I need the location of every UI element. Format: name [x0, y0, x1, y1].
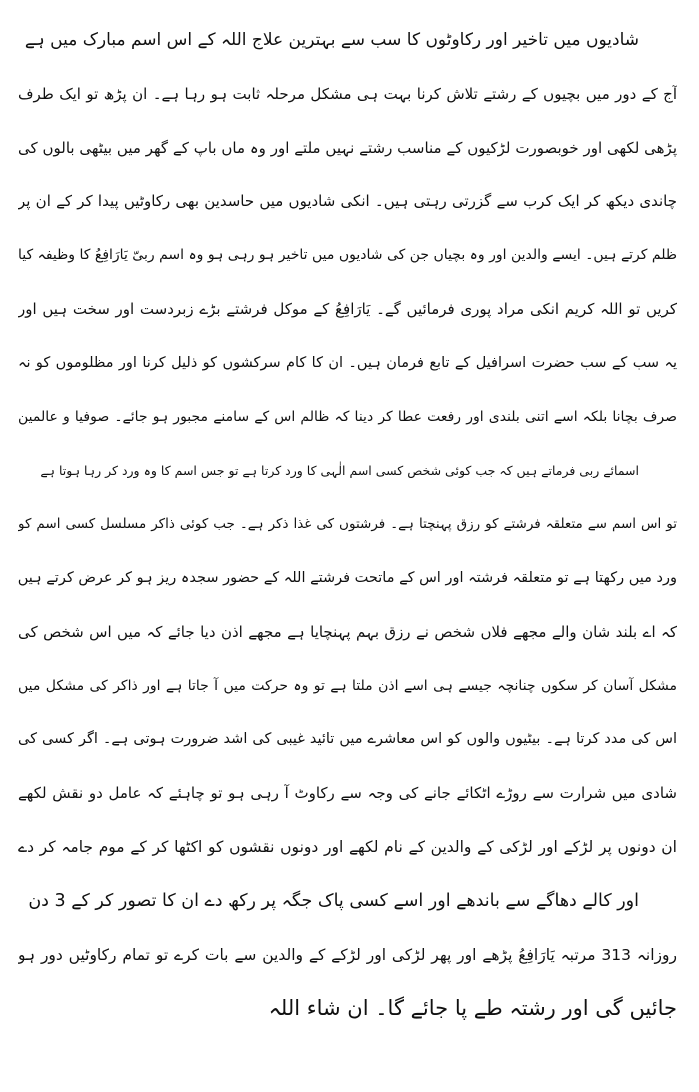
text-line-2: آج کے دور میں بچیوں کے رشتے تلاش کرنا بہت ہی مشکل مرحلہ ثابت ہو رہا ہے۔ ان پڑھ تو ایک طرف [18, 84, 677, 103]
text-line-9: اسمائے ربی فرماتے ہیں کہ جب کوئی شخص کسی اسم الٰہی کا ورد کرتا ہے تو جس اسم کا وہ ورد کر رہا ہوتا ہے [40, 463, 639, 479]
text-line-18: روزانہ 313 مرتبہ یَارَافِعُ پڑھے اور پھر لڑکی اور لڑکے کے والدین سے بات کرے تو تمام رکاوٹیں دور ہو [18, 945, 677, 964]
text-line-10: تو اس اسم سے متعلقہ فرشتے کو رزق پہنچتا ہے۔ فرشتوں کی غذا ذکر ہے۔ جب کوئی ذاکر مسلسل کسی اسم کو [18, 516, 677, 533]
text-line-19: جائیں گی اور رشتہ طے پا جائے گا۔ ان شاء اللہ [268, 996, 677, 1021]
text-line-8: صرف بچانا بلکہ اسے اتنی بلندی اور رفعت عطا کر دینا کہ ظالم اس کے سامنے مجبور ہو جائے۔ صوفیا و عالمین [18, 408, 677, 425]
text-line-16: ان دونوں پر لڑکے اور لڑکی کے والدین کے نام لکھے اور دونوں نقشوں کو اکٹھا کر کے موم جامہ کر دے [18, 837, 677, 856]
text-line-13: مشکل آسان کر سکوں چنانچہ جیسے ہی اسے اذن ملتا ہے تو وہ حرکت میں آ جاتا ہے اور ذاکر کی مشکل میں [18, 677, 677, 694]
text-line-3: پڑھی لکھی اور خوبصورت لڑکیوں کے مناسب رشتے نہیں ملتے اور وہ ماں باپ کے گھر میں بیٹھی بالوں کی [18, 138, 677, 157]
text-line-6: کریں تو اللہ کریم انکی مراد پوری فرمائیں گے۔ یَارَافِعُ کے موکل فرشتے بڑے زبردست اور سخت ہیں اور [18, 299, 677, 318]
text-line-4: چاندی دیکھ کر ایک کرب سے گزرتی رہتی ہیں۔ انکی شادیوں میں حاسدین بھی رکاوٹیں پیدا کر کے ان پر [18, 192, 677, 211]
article-body [18, 14, 677, 1036]
text-line-17: اور کالے دھاگے سے باندھے اور اسے کسی پاک جگہ پر رکھ دے ان کا تصور کر کے 3 دن [28, 890, 639, 911]
text-line-1: شادیوں میں تاخیر اور رکاوٹوں کا سب سے بہترین علاج اللہ کے اس اسم مبارک میں ہے [24, 30, 639, 50]
text-line-11: ورد میں رکھتا ہے تو متعلقہ فرشتہ اور اس کے ماتحت فرشتے اللہ کے حضور سجدہ ریز ہو کر عرض کرتے ہیں [18, 569, 677, 586]
text-line-14: اس کی مدد کرتا ہے۔ بیٹیوں والوں کو اس معاشرے میں تائید غیبی کی اشد ضرورت ہوتی ہے۔ اگر کسی کی [18, 731, 677, 748]
text-line-15: شادی میں شرارت سے روڑے اٹکائے جانے کی وجہ سے رکاوٹ آ رہی ہو تو چاہئے کہ عامل دو نقش لکھے [18, 784, 677, 803]
text-line-12: کہ اے بلند شان والے مجھے فلاں شخص نے رزق بہم پہنچایا ہے مجھے اذن دیا جائے کہ میں اس شخص کی [18, 622, 677, 641]
text-line-7: یہ سب کے سب حضرت اسرافیل کے تابع فرمان ہیں۔ ان کا کام سرکشوں کو ذلیل کرنا اور مظلوموں کو نہ [18, 354, 677, 371]
text-line-5: ظلم کرتے ہیں۔ ایسے والدین اور وہ بچیاں جن کی شادیوں میں تاخیر ہو رہی ہو وہ اسم ربیّ یَارَافِعُ کا وظیفہ کیا [18, 247, 677, 264]
